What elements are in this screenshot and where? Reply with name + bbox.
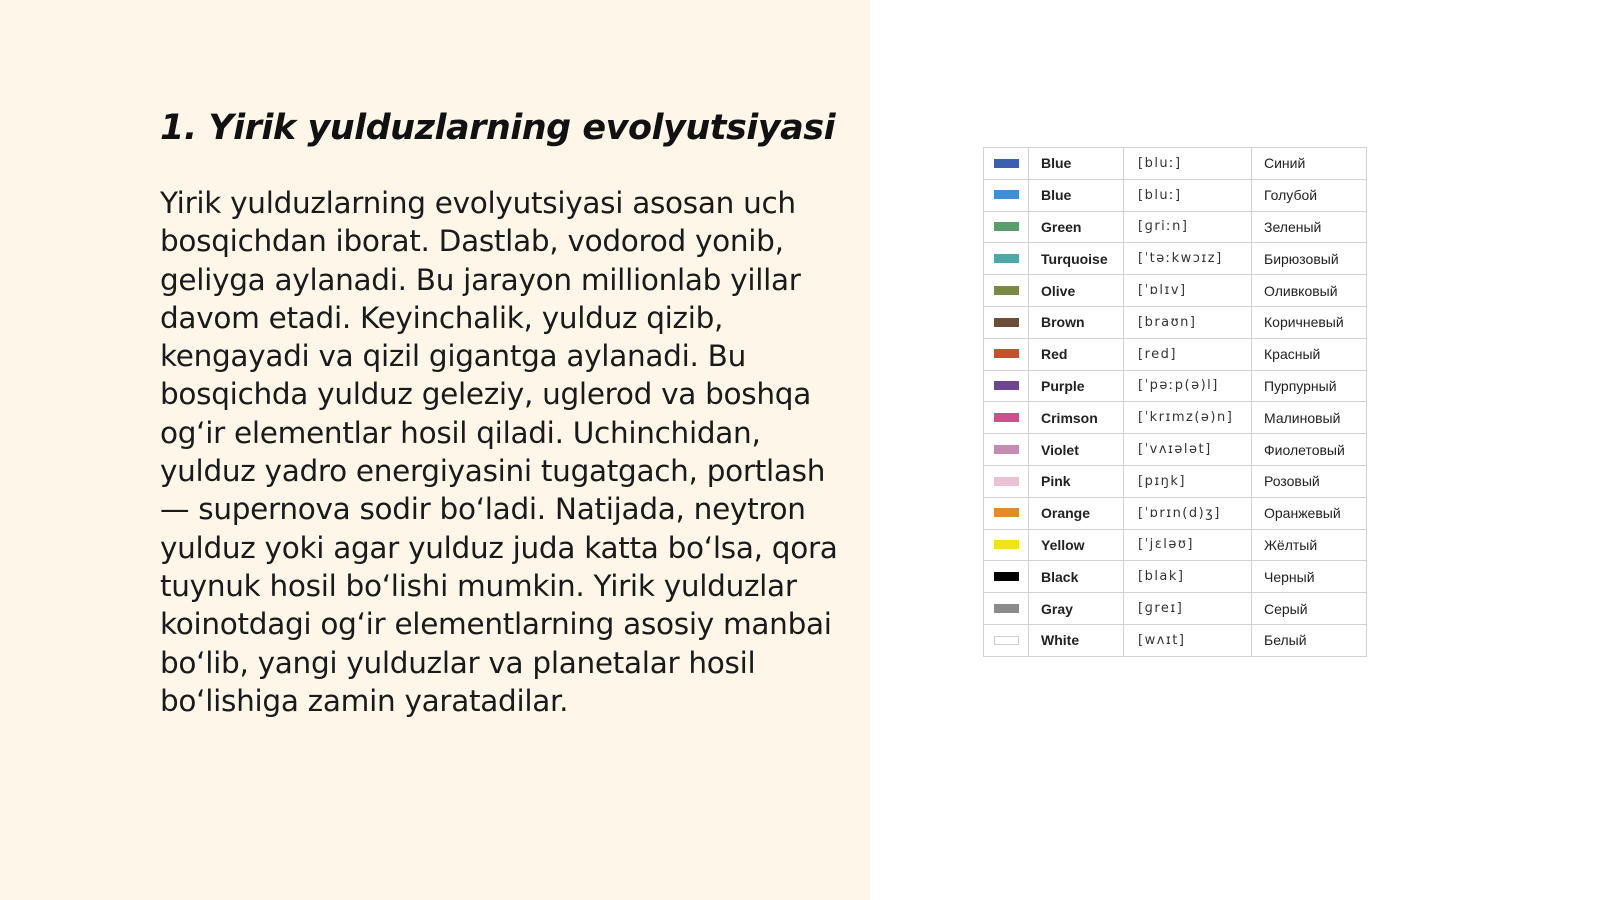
color-transcription: [ˈpəːp(ə)l] bbox=[1124, 370, 1252, 402]
color-name-ru: Черный bbox=[1252, 561, 1367, 593]
color-row bbox=[984, 370, 1367, 402]
slide-body-text: Yirik yulduzlarning evolyutsiyasi asosan uch bosqichdan iborat. Dastlab, vodorod yonib, geliyga aylanadi. Bu jarayon millionlab yillar davom etadi. Keyinchalik, yulduz qizib, kengayadi va qizil gigantga aylanadi. Bu bosqichda yulduz geleziy, uglerod va boshqa og‘ir elementlar hosil qiladi. Uchinchidan, yulduz yadro energiyasini tugatgach, portlash — supernova sodir bo‘ladi. Natijada, neytron yulduz yoki agar yulduz juda katta bo‘lsa, qora tuynuk hosil bo‘lishi mumkin. Yirik yulduzlar koinotdagi og‘ir elementlarning asosiy manbai bo‘lib, yangi yulduzlar va planetalar hosil bo‘lishiga zamin yaratadilar. bbox=[160, 186, 838, 718]
color-name-ru: Синий bbox=[1252, 148, 1367, 180]
color-name-en: White bbox=[1029, 624, 1124, 656]
color-name-en: Brown bbox=[1029, 306, 1124, 338]
color-row bbox=[984, 275, 1367, 307]
color-swatch bbox=[994, 222, 1019, 231]
color-name-en: Blue bbox=[1029, 179, 1124, 211]
color-row bbox=[984, 561, 1367, 593]
color-name-en: Green bbox=[1029, 211, 1124, 243]
color-name-ru: Оранжевый bbox=[1252, 497, 1367, 529]
color-swatch-cell bbox=[984, 243, 1029, 275]
color-name-ru: Фиолетовый bbox=[1252, 434, 1367, 466]
color-transcription: [ˈɒrɪn(d)ʒ] bbox=[1124, 497, 1252, 529]
color-swatch bbox=[994, 286, 1019, 295]
color-transcription: [wʌɪt] bbox=[1124, 624, 1252, 656]
color-swatch bbox=[994, 159, 1019, 168]
color-swatch bbox=[994, 636, 1019, 645]
color-name-en: Olive bbox=[1029, 275, 1124, 307]
color-name-en: Black bbox=[1029, 561, 1124, 593]
color-swatch-cell bbox=[984, 370, 1029, 402]
color-swatch bbox=[994, 572, 1019, 581]
color-transcription: [red] bbox=[1124, 338, 1252, 370]
color-name-en: Blue bbox=[1029, 148, 1124, 180]
color-name-en: Violet bbox=[1029, 434, 1124, 466]
color-swatch bbox=[994, 445, 1019, 454]
color-name-ru: Малиновый bbox=[1252, 402, 1367, 434]
color-transcription: [bluː] bbox=[1124, 148, 1252, 180]
color-swatch-cell bbox=[984, 497, 1029, 529]
color-name-ru: Коричневый bbox=[1252, 306, 1367, 338]
color-row bbox=[984, 148, 1367, 180]
color-row bbox=[984, 306, 1367, 338]
color-row bbox=[984, 211, 1367, 243]
color-swatch bbox=[994, 381, 1019, 390]
color-swatch-cell bbox=[984, 275, 1029, 307]
color-row bbox=[984, 529, 1367, 561]
color-transcription: [ˈɒlɪv] bbox=[1124, 275, 1252, 307]
color-swatch bbox=[994, 190, 1019, 199]
color-name-en: Purple bbox=[1029, 370, 1124, 402]
color-swatch-cell bbox=[984, 306, 1029, 338]
color-row bbox=[984, 465, 1367, 497]
color-name-en: Crimson bbox=[1029, 402, 1124, 434]
color-row bbox=[984, 497, 1367, 529]
color-name-en: Gray bbox=[1029, 593, 1124, 625]
color-transcription: [braʊn] bbox=[1124, 306, 1252, 338]
color-name-ru: Серый bbox=[1252, 593, 1367, 625]
color-row bbox=[984, 593, 1367, 625]
color-swatch bbox=[994, 477, 1019, 486]
color-name-ru: Розовый bbox=[1252, 465, 1367, 497]
color-name-ru: Оливковый bbox=[1252, 275, 1367, 307]
color-transcription: [ˈvʌɪələt] bbox=[1124, 434, 1252, 466]
color-transcription: [ˈkrɪmz(ə)n] bbox=[1124, 402, 1252, 434]
color-transcription: [ɡriːn] bbox=[1124, 211, 1252, 243]
color-name-en: Yellow bbox=[1029, 529, 1124, 561]
color-row bbox=[984, 402, 1367, 434]
color-swatch-cell bbox=[984, 624, 1029, 656]
color-name-ru: Белый bbox=[1252, 624, 1367, 656]
color-swatch-cell bbox=[984, 402, 1029, 434]
color-swatch-cell bbox=[984, 211, 1029, 243]
color-row bbox=[984, 179, 1367, 211]
color-transcription: [pɪŋk] bbox=[1124, 465, 1252, 497]
color-swatch bbox=[994, 540, 1019, 549]
color-name-ru: Красный bbox=[1252, 338, 1367, 370]
color-swatch-cell bbox=[984, 434, 1029, 466]
color-swatch-cell bbox=[984, 148, 1029, 180]
color-name-ru: Бирюзовый bbox=[1252, 243, 1367, 275]
color-name-ru: Голубой bbox=[1252, 179, 1367, 211]
color-row bbox=[984, 624, 1367, 656]
color-name-en: Orange bbox=[1029, 497, 1124, 529]
color-swatch bbox=[994, 318, 1019, 327]
color-name-ru: Жёлтый bbox=[1252, 529, 1367, 561]
color-swatch bbox=[994, 604, 1019, 613]
color-swatch-cell bbox=[984, 529, 1029, 561]
color-swatch bbox=[994, 349, 1019, 358]
color-transcription: [bluː] bbox=[1124, 179, 1252, 211]
color-name-en: Turquoise bbox=[1029, 243, 1124, 275]
color-names-table bbox=[983, 147, 1367, 657]
color-name-en: Pink bbox=[1029, 465, 1124, 497]
color-swatch bbox=[994, 413, 1019, 422]
color-swatch-cell bbox=[984, 593, 1029, 625]
color-swatch bbox=[994, 254, 1019, 263]
color-row bbox=[984, 243, 1367, 275]
color-transcription: [ˈtəːkwɔɪz] bbox=[1124, 243, 1252, 275]
color-name-ru: Пурпурный bbox=[1252, 370, 1367, 402]
color-swatch-cell bbox=[984, 465, 1029, 497]
color-swatch-cell bbox=[984, 338, 1029, 370]
table-caption-blurred bbox=[1068, 110, 1248, 120]
color-swatch-cell bbox=[984, 179, 1029, 211]
color-swatch-cell bbox=[984, 561, 1029, 593]
color-transcription: [ɡreɪ] bbox=[1124, 593, 1252, 625]
slide-title: 1. Yirik yulduzlarning evolyutsiyasi bbox=[160, 108, 836, 148]
color-swatch bbox=[994, 508, 1019, 517]
color-transcription: [ˈjɛləʊ] bbox=[1124, 529, 1252, 561]
color-transcription: [blak] bbox=[1124, 561, 1252, 593]
color-name-en: Red bbox=[1029, 338, 1124, 370]
color-name-ru: Зеленый bbox=[1252, 211, 1367, 243]
color-row bbox=[984, 434, 1367, 466]
color-row bbox=[984, 338, 1367, 370]
